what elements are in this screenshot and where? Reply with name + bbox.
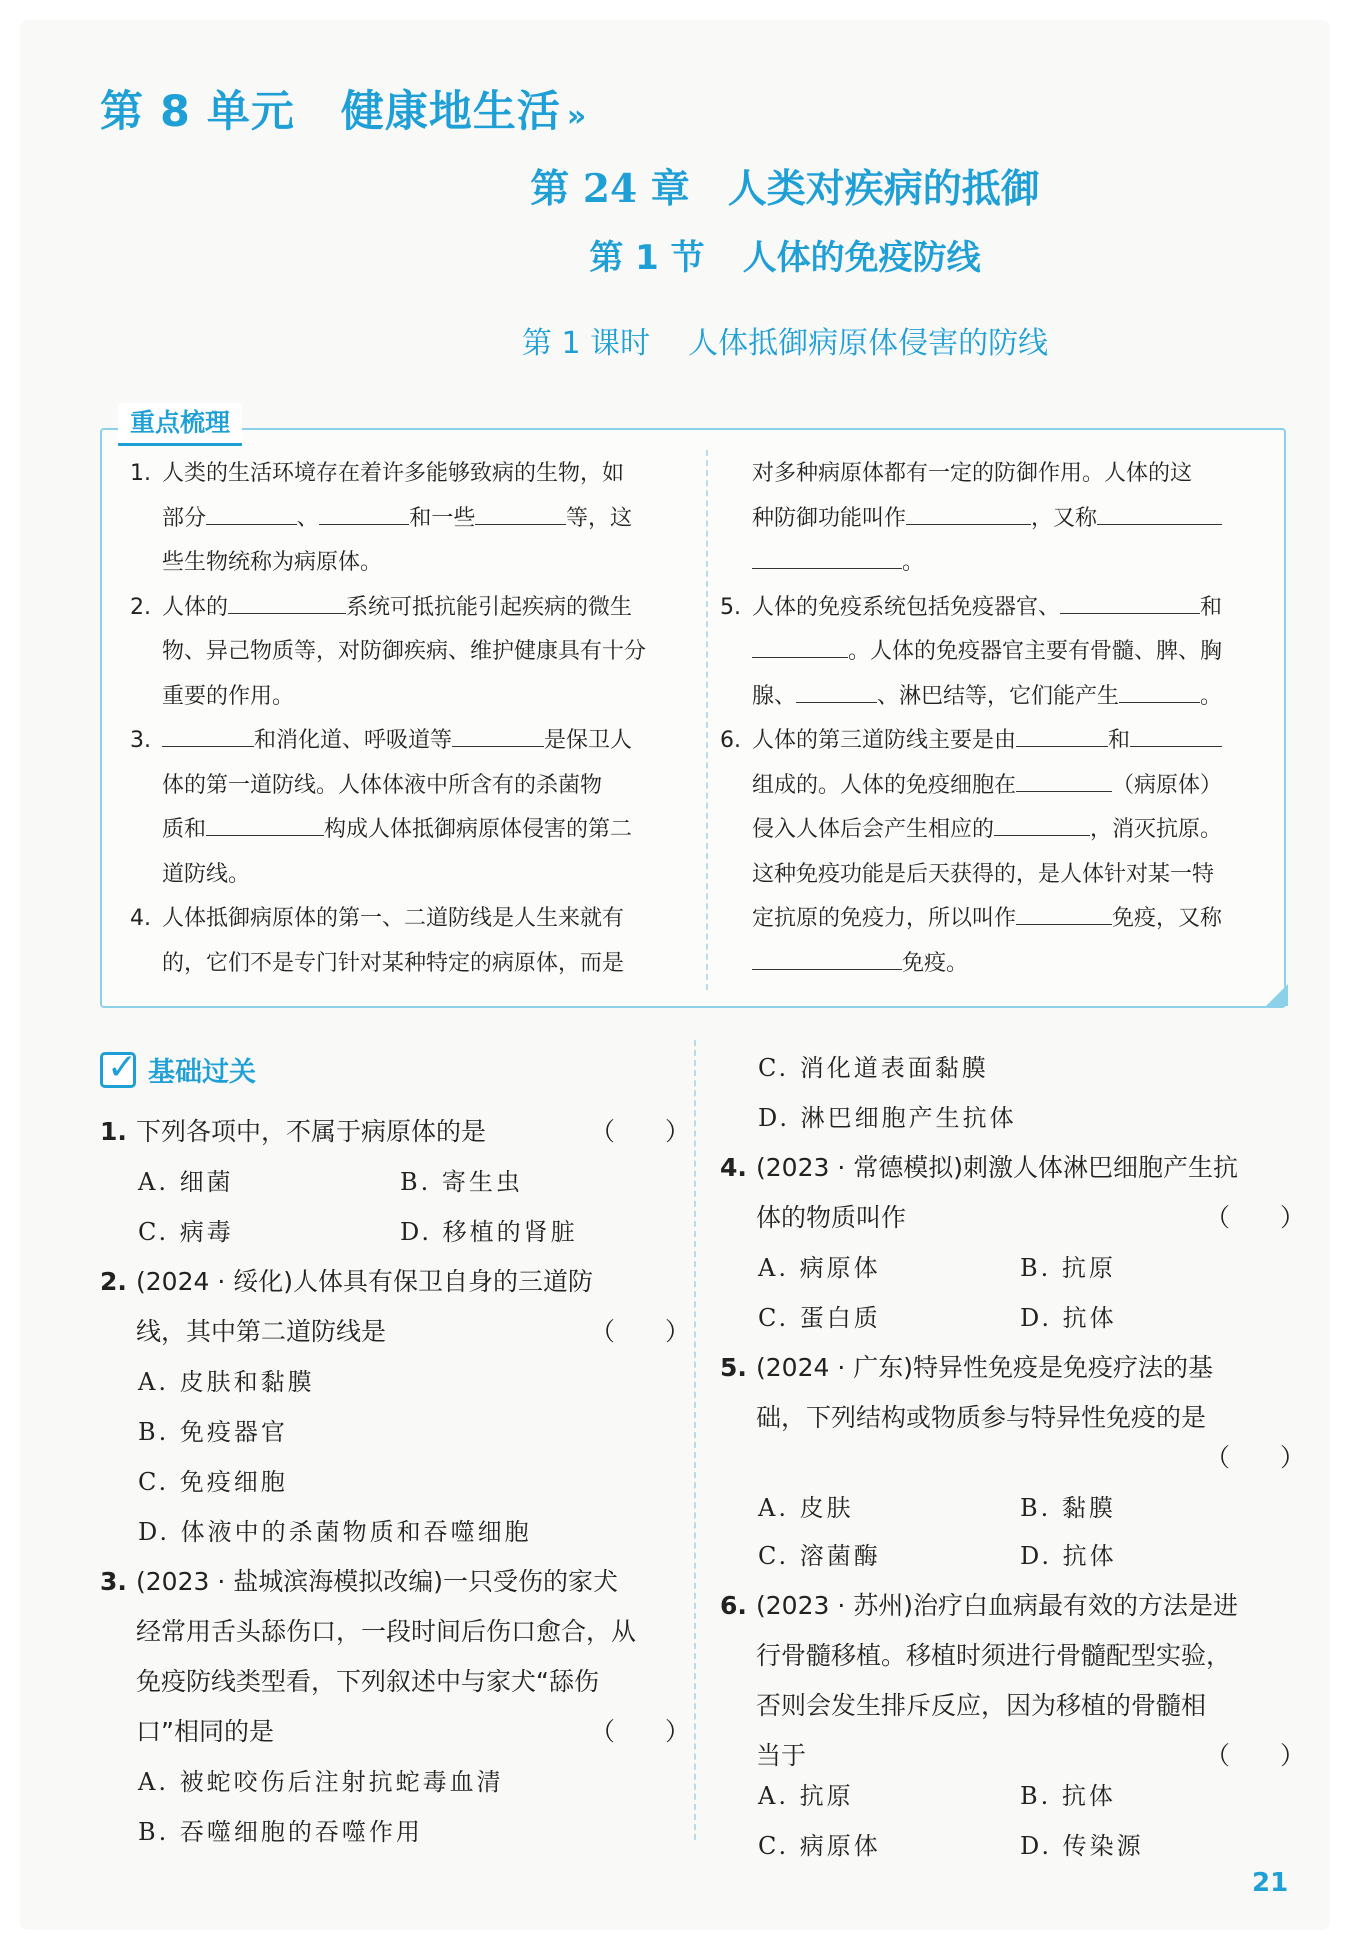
key-point-text: 腺、 <box>752 683 797 709</box>
question-text: 行骨髓移植。移植时须进行骨髓配型实验， <box>756 1641 1232 1670</box>
question-text: (2024 · 绥化)人体具有保卫自身的三道防 <box>136 1267 593 1296</box>
key-point-text: 侵入人体后会产生相应的 <box>752 817 995 842</box>
key-point-text: 免疫。 <box>902 950 969 976</box>
question-stem-line <box>100 1612 636 1648</box>
unit-name: 健康地生活 <box>340 87 561 137</box>
key-point-number: 4. <box>130 906 151 931</box>
question-stem-line <box>100 1312 386 1348</box>
key-point-text: 种防御功能叫作 <box>752 505 907 531</box>
answer-option[interactable]: A. 被蛇咬伤后注射抗蛇毒血清 <box>138 1768 504 1796</box>
answer-option[interactable]: A. 抗原 <box>758 1782 854 1810</box>
answer-bracket[interactable]: （ ） <box>590 1317 691 1346</box>
key-point-text: 和消化道、呼吸道等 <box>254 728 453 753</box>
question-text: 当于 <box>756 1741 807 1770</box>
key-point-text: ，消灭抗原。 <box>1090 817 1223 842</box>
lesson-name: 人体抵御病原体侵害的防线 <box>688 326 1049 361</box>
answer-bracket[interactable]: （ ） <box>590 1717 691 1746</box>
answer-option[interactable]: B. 抗体 <box>1020 1782 1116 1810</box>
key-point-text: 定抗原的免疫力，所以叫作 <box>752 906 1017 931</box>
key-point-text: 系统可抵抗能引起疾病的微生 <box>346 594 633 620</box>
answer-option[interactable]: A. 皮肤 <box>758 1494 854 1522</box>
key-point-text: 体的第一道防线。人体体液中所含有的杀菌物 <box>162 772 603 798</box>
key-point-text: 和 <box>1200 594 1223 620</box>
answer-option[interactable]: A. 皮肤和黏膜 <box>138 1368 315 1396</box>
key-point-text: 质和 <box>162 817 207 842</box>
question-text: 础，下列结构或物质参与特异性免疫的是 <box>756 1403 1207 1432</box>
answer-option[interactable]: D. 传染源 <box>1020 1832 1144 1860</box>
answer-option[interactable]: B. 吞噬细胞的吞噬作用 <box>138 1818 423 1846</box>
answer-option[interactable]: C. 消化道表面黏膜 <box>758 1054 989 1082</box>
double-chevron-icon: » <box>566 99 579 134</box>
question-stem-line <box>720 1586 1238 1622</box>
key-point-text: 人类的生活环境存在着许多能够致病的生物，如 <box>162 461 625 486</box>
question-stem-line <box>100 1262 593 1298</box>
question-stem-line <box>720 1636 1231 1672</box>
answer-bracket[interactable]: （ ） <box>590 1117 691 1146</box>
key-point-text: （病原体） <box>1112 772 1223 798</box>
question-stem-line <box>720 1148 1238 1184</box>
question-stem-line <box>720 1736 806 1772</box>
question-number: 3. <box>100 1567 127 1596</box>
key-point-text: 人体的第三道防线主要是由 <box>752 728 1017 753</box>
question-stem-line <box>100 1662 599 1698</box>
key-point-number: 1. <box>130 461 151 486</box>
key-point-text: 部分 <box>162 505 207 531</box>
answer-option[interactable]: C. 蛋白质 <box>758 1304 881 1332</box>
key-point-text: 免疫，又称 <box>1112 906 1223 931</box>
answer-option[interactable]: C. 病毒 <box>138 1218 234 1246</box>
question-text: 线，其中第二道防线是 <box>136 1317 387 1346</box>
answer-option[interactable]: D. 抗体 <box>1020 1542 1117 1570</box>
question-text: 口”相同的是 <box>136 1717 274 1746</box>
question-number: 5. <box>720 1353 747 1382</box>
chapter-name: 人类对疾病的抵御 <box>727 166 1040 212</box>
basics-tag-label: 基础过关 <box>148 1057 256 1088</box>
key-point-text: 这种免疫功能是后天获得的，是人体针对某一特 <box>752 861 1215 887</box>
key-point-text: 对多种病原体都有一定的防御作用。人体的这 <box>752 461 1193 486</box>
checkbox-icon: ✓ <box>100 1052 136 1088</box>
answer-option[interactable]: C. 免疫细胞 <box>138 1468 288 1496</box>
answer-option[interactable]: C. 病原体 <box>758 1832 881 1860</box>
key-point-text: 物、异己物质等，对防御疾病、维护健康具有十分 <box>162 639 647 664</box>
question-text: 否则会发生排斥反应，因为移植的骨髓相 <box>756 1691 1207 1720</box>
key-point-text: 构成人体抵御病原体侵害的第二 <box>324 817 633 842</box>
key-point-text: 道防线。 <box>162 861 251 887</box>
answer-option[interactable]: B. 寄生虫 <box>400 1168 523 1196</box>
question-number: 2. <box>100 1267 127 1296</box>
question-stem-line <box>720 1686 1206 1722</box>
answer-option[interactable]: B. 免疫器官 <box>138 1418 288 1446</box>
question-stem-line <box>720 1398 1206 1434</box>
chapter-label: 第 24 章 <box>530 166 690 212</box>
key-point-text: 和 <box>1108 728 1131 753</box>
key-point-text: 、淋巴结等，它们能产生 <box>877 683 1120 709</box>
answer-bracket[interactable]: （ ） <box>1205 1741 1306 1770</box>
key-point-number: 3. <box>130 728 151 753</box>
key-point-text: 些生物统称为病原体。 <box>162 550 383 575</box>
question-number: 4. <box>720 1153 747 1182</box>
key-point-text: 、 <box>296 505 319 531</box>
answer-option[interactable]: B. 抗原 <box>1020 1254 1116 1282</box>
key-point-text: 。 <box>1200 683 1223 709</box>
question-text: (2023 · 常德模拟)刺激人体淋巴细胞产生抗 <box>756 1153 1238 1182</box>
key-point-text: 人体抵御病原体的第一、二道防线是人生来就有 <box>162 906 625 931</box>
answer-bracket[interactable]: （ ） <box>1205 1203 1306 1232</box>
question-stem-line <box>100 1562 618 1598</box>
key-point-text: 人体的 <box>162 594 229 620</box>
question-number: 1. <box>100 1117 127 1146</box>
lesson-label: 第 1 课时 <box>521 326 651 361</box>
question-stem-line <box>100 1712 274 1748</box>
key-point-text: 和一些 <box>409 505 476 531</box>
answer-option[interactable]: A. 细菌 <box>138 1168 234 1196</box>
answer-option[interactable]: B. 黏膜 <box>1020 1494 1116 1522</box>
question-text: 体的物质叫作 <box>756 1203 907 1232</box>
section-label: 第 1 节 <box>589 238 705 278</box>
key-point-text: 人体的免疫系统包括免疫器官、 <box>752 594 1061 620</box>
question-text: 下列各项中，不属于病原体的是 <box>136 1117 487 1146</box>
key-points-tag: 重点梳理 <box>118 403 242 446</box>
question-stem-line <box>100 1112 486 1148</box>
question-text: 经常用舌头舔伤口，一段时间后伤口愈合，从 <box>136 1617 637 1646</box>
key-point-text: 重要的作用。 <box>162 683 295 709</box>
answer-bracket[interactable]: （ ） <box>1205 1443 1306 1472</box>
answer-option[interactable]: D. 移植的肾脏 <box>400 1218 578 1246</box>
question-text: (2024 · 广东)特异性免疫是免疫疗法的基 <box>756 1353 1213 1382</box>
question-number: 6. <box>720 1591 747 1620</box>
key-point-number: 2. <box>130 594 151 620</box>
key-point-text: 是保卫人 <box>544 728 633 753</box>
key-point-number: 6. <box>720 728 741 753</box>
key-point-text: 的，它们不是专门针对某种特定的病原体，而是 <box>162 950 625 976</box>
key-point-text: 。 <box>902 550 925 575</box>
unit-label: 第 8 单元 <box>100 87 295 137</box>
answer-option[interactable]: D. 体液中的杀菌物质和吞噬细胞 <box>138 1518 532 1546</box>
answer-option[interactable]: D. 淋巴细胞产生抗体 <box>758 1104 1017 1132</box>
question-stem-line <box>720 1198 906 1234</box>
answer-option[interactable]: D. 抗体 <box>1020 1304 1117 1332</box>
key-point-text: 等，这 <box>566 505 633 531</box>
section-name: 人体的免疫防线 <box>742 238 981 278</box>
question-text: (2023 · 盐城滨海模拟改编)一只受伤的家犬 <box>136 1567 618 1596</box>
key-point-text: 组成的。人体的免疫细胞在 <box>752 772 1017 798</box>
question-text: 免疫防线类型看，下列叙述中与家犬“舔伤 <box>136 1667 599 1696</box>
key-point-text: 。人体的免疫器官主要有骨髓、脾、胸 <box>848 639 1223 664</box>
key-point-text: ，又称 <box>1031 505 1098 531</box>
answer-option[interactable]: A. 病原体 <box>758 1254 881 1282</box>
question-text: (2023 · 苏州)治疗白血病最有效的方法是进 <box>756 1591 1238 1620</box>
question-stem-line <box>720 1348 1213 1384</box>
page-number: 21 <box>1252 1868 1289 1898</box>
key-point-number: 5. <box>720 594 741 620</box>
answer-option[interactable]: C. 溶菌酶 <box>758 1542 881 1570</box>
